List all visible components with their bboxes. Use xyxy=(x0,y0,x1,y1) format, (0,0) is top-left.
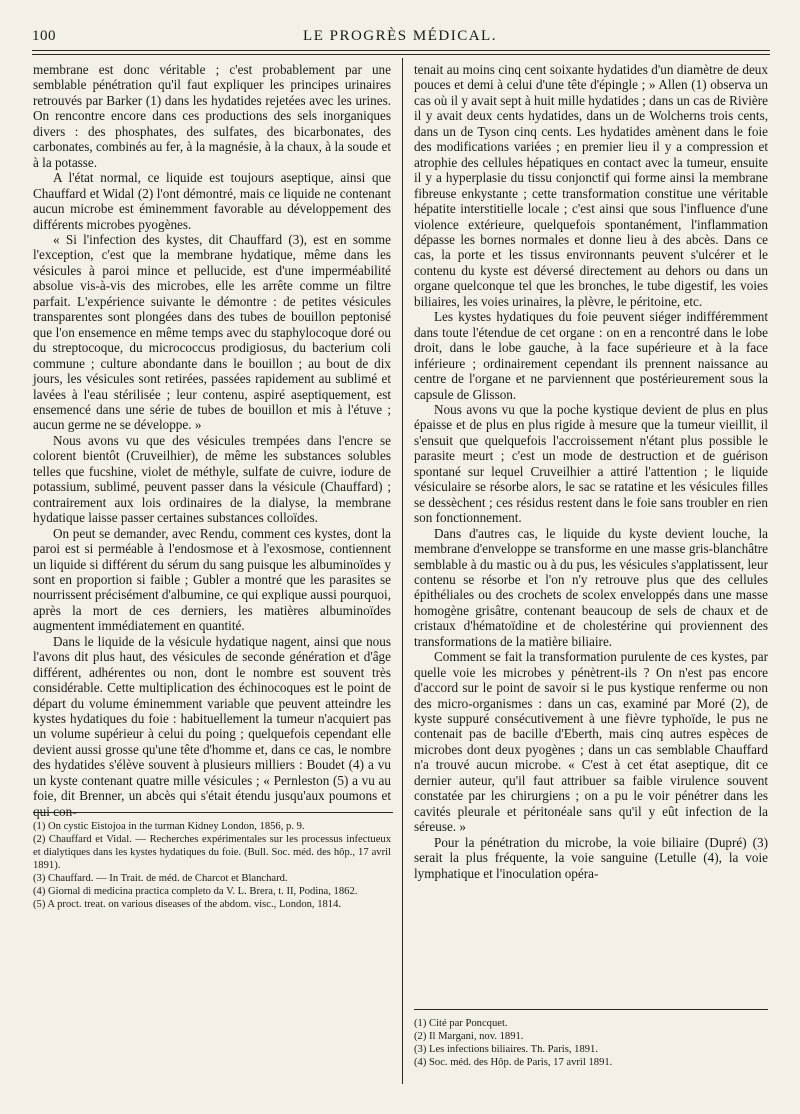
footnote: (2) Il Margani, nov. 1891. xyxy=(414,1031,524,1042)
page-number: 100 xyxy=(32,28,56,44)
paragraph: Nous avons vu que la poche kystique devient de plus en plus épaisse et de plus en plus rigide à mesure que la tumeur vieillit, il s'ensuit que quelquefois l'accroissement n'étant plus possible le parasite meurt ; c'est un mode de destruction et de guérison spontané sur lequel Cruveilhier a attiré l'attention ; le liquide vésiculaire se résorbe alors, le sac se ratatine et les vésicules filles se dessèchent ; ces résidus restent dans le foie sans troubler en rien son fonctionnement. xyxy=(414,401,768,526)
paragraph: tenait au moins cinq cent soixante hydatides d'un diamètre de deux pouces et demi à celui d'une tête d'épingle ; » Allen (1) observa un cas où il y avait sept à huit mille hydatides ; dans un cas de Rivière il y avait deux cents hydatides, dans un de Wolcherns trois cents, dans un de Tyson cinq cents. Les hydatides amènent dans le foie des modifications variées ; en premier lieu il y a compression et atrophie des cellules hépatiques en contact avec la tumeur, ensuite il y a hyperplasie du tissu conjonctif qui forme ainsi la membrane fibreuse enkystante ; cette transformation constitue une véritable hépatite interstitielle locale ; c'est ainsi que sous l'influence d'une violence extérieure, quelquefois spontanément, l'inflammation dépasse les bornes normales et donne lieu à des abcès. Dans ce cas, la porte et les tissus environnants peuvent s'ulcérer et le contenu du kyste est déversé directement au dehors ou dans un organe quelconque tel que les bronches, le tube digestif, les voies biliaires, les voies urinaires, la plèvre, le péritoine, etc. xyxy=(414,62,768,309)
header-rule-thin xyxy=(32,54,770,55)
left-column xyxy=(33,62,391,819)
right-column xyxy=(414,62,768,881)
column-divider xyxy=(402,58,403,1084)
footnote: (3) Les infections biliaires. Th. Paris, 1891. xyxy=(414,1044,598,1055)
footnote: (1) Cité par Poncquet. xyxy=(414,1018,508,1029)
footnote-rule xyxy=(414,1009,768,1010)
paragraph: Dans le liquide de la vésicule hydatique nagent, ainsi que nous l'avons dit plus haut, des vésicules de seconde génération et d'âge différent, adhérentes ou non, dont le nombre est souvent très considérable. Cette multiplication des échinocoques est le point de départ du volume éminemment variable que peuvent atteindre les kystes hydatiques du foie : habituellement la tumeur n'acquiert pas un volume supérieur à celui du poing ; quelquefois cependant elle devient aussi grosse qu'une tête d'homme et, dans ce cas, le nombre des hydatides s'élève souvent à plusieurs milliers : Boudet (4) a vu un kyste contenant quatre mille vésicules ; « Pernleston (5) a vu au foie, dit Brenner, un abcès qui s'était étendu jusqu'aux poumons et qui con- xyxy=(33,633,391,819)
paragraph: « Si l'infection des kystes, dit Chauffard (3), est en somme l'exception, c'est que la membrane hydatique, même dans les vésicules à paroi mince et pellucide, est d'une imperméabilité absolue vis-à-vis des microbes, elle les arrête comme un filtre parfait. L'expérience suivante le démontre : de petites vésicules transparentes sont plongées dans des tubes de bouillon peptonisé que l'on ensemence en même temps avec du staphylocoque doré ou du streptocoque, du micrococcus prodigiosus, du bacterium coli commune ; culture abondante dans le bouillon ; au bout de dix jours, les vésicules sont retirées, passées rapidement au sublimé et lavées à l'eau stérilisée ; leur contenu, aspiré aseptiquement, est ensemencé dans une série de tubes de bouillon et mis à l'étuve ; aucun germe ne se développe. » xyxy=(33,231,391,433)
footnote-rule xyxy=(33,812,393,813)
journal-title: LE PROGRÈS MÉDICAL. xyxy=(303,28,497,44)
page-header xyxy=(32,28,768,48)
paragraph: Pour la pénétration du microbe, la voie biliaire (Dupré) (3) serait la plus fréquente, la voie sanguine (Letulle (4), la voie lymphatique et l'inoculation opéra- xyxy=(414,834,768,881)
paragraph: membrane est donc véritable ; c'est probablement par une semblable pénétration qu'il faut expliquer les principes urinaires retrouvés par Barker (1) dans les hydatides rejetées avec les urines. On rencontre encore dans ces productions des sels inorganiques divers : des phosphates, des sulfates, des bicarbonates, des carbonates, combinés au fer, à la magnésie, à la chaux, à la soude et à la potasse. xyxy=(33,62,391,170)
paragraph: Comment se fait la transformation purulente de ces kystes, par quelle voie les microbes y pénètrent-ils ? On n'est pas encore d'accord sur le point de savoir si le pus kystique renferme ou non des micro-organismes : dans un cas, examiné par Moré (2), de kyste suppuré consécutivement à une fièvre typhoïde, le pus ne contenait pas de bacille d'Eberth, mais cinq autres espèces de microbes dont deux pyogènes ; dans un cas semblable Chauffard n'a trouvé aucun microbe. « C'est à cet état aseptique, dit ce dernier auteur, qu'il faut attribuer sa faible virulence souvent constatée par les chirurgiens ; on a pu le voir pénétrer dans les cavités pleurale et péritonéale sans qu'il y eût infection de la séreuse. » xyxy=(414,649,768,835)
paragraph: A l'état normal, ce liquide est toujours aseptique, ainsi que Chauffard et Widal (2) l'ont démontré, mais ce liquide ne contenant aucun microbe est éminemment favorable au développement des différents microbes pyogènes. xyxy=(33,170,391,232)
footnote: (5) A proct. treat. on various diseases of the abdom. visc., London, 1814. xyxy=(33,899,342,910)
footnote: (1) On cystic Eistojoa in the turman Kidney London, 1856, p. 9. xyxy=(33,821,305,832)
header-rule xyxy=(32,50,770,51)
footnote: (3) Chauffard. — In Trait. de méd. de Charcot et Blanchard. xyxy=(33,873,288,884)
paragraph: On peut se demander, avec Rendu, comment ces kystes, dont la paroi est si perméable à l'endosmose et à l'exosmose, contiennent un liquide si différent du sérum du sang puisque les albuminoïdes y sont en proportion si faible ; Gubler a montré que les parasites se nourrissent précisément d'albumine, ce qui explique aussi pourquoi, après la mort de ces derniers, les matières albuminoïdes augmentent immédiatement en quantité. xyxy=(33,525,391,634)
right-footnotes xyxy=(414,1017,768,1069)
left-footnotes xyxy=(33,820,391,911)
footnote: (2) Chauffard et Vidal. — Recherches expérimentales sur les processus infectueux et dialytiques dans les kystes hydatiques du foie. (Bull. Soc. méd. des hôp., 17 avril 1891). xyxy=(33,834,391,871)
footnote: (4) Giornal di medicina practica completo da V. L. Brera, t. II, Podina, 1862. xyxy=(33,886,358,897)
paragraph: Dans d'autres cas, le liquide du kyste devient louche, la membrane d'enveloppe se transforme en une masse gris-blanchâtre semblable à du mastic ou à du pus, les vésicules s'applatissent, leur contenu se résorbe et l'on n'y retrouve plus que des cellules épithéliales ou des crochets de scolex enveloppés dans une masse homogène grisâtre, contenant beaucoup de sels de chaux et de cristaux d'hématoïdine et de cholestérine qui proviennent des transformations de la matière biliaire. xyxy=(414,525,768,649)
paragraph: Les kystes hydatiques du foie peuvent siéger indifféremment dans toute l'étendue de cet organe : on en a rencontré dans le lobe droit, dans le lobe gauche, à la face supérieure et à la face inférieure ; ordinairement cependant ils prennent naissance au centre de l'organe et ne parviennent que postérieurement sous la capsule de Glisson. xyxy=(414,309,768,402)
paragraph: Nous avons vu que des vésicules trempées dans l'encre se colorent bientôt (Cruveilhier), de même les substances solubles telles que fucshine, violet de méthyle, sulfate de cuivre, iodure de potassium, sublimé, peuvent passer dans la vésicule (Chauffard) ; contrairement aux lois ordinaires de la dialyse, la membrane hydatique laisse passer certaines substances colloïdes. xyxy=(33,432,391,526)
footnote: (4) Soc. méd. des Hôp. de Paris, 17 avril 1891. xyxy=(414,1057,613,1068)
